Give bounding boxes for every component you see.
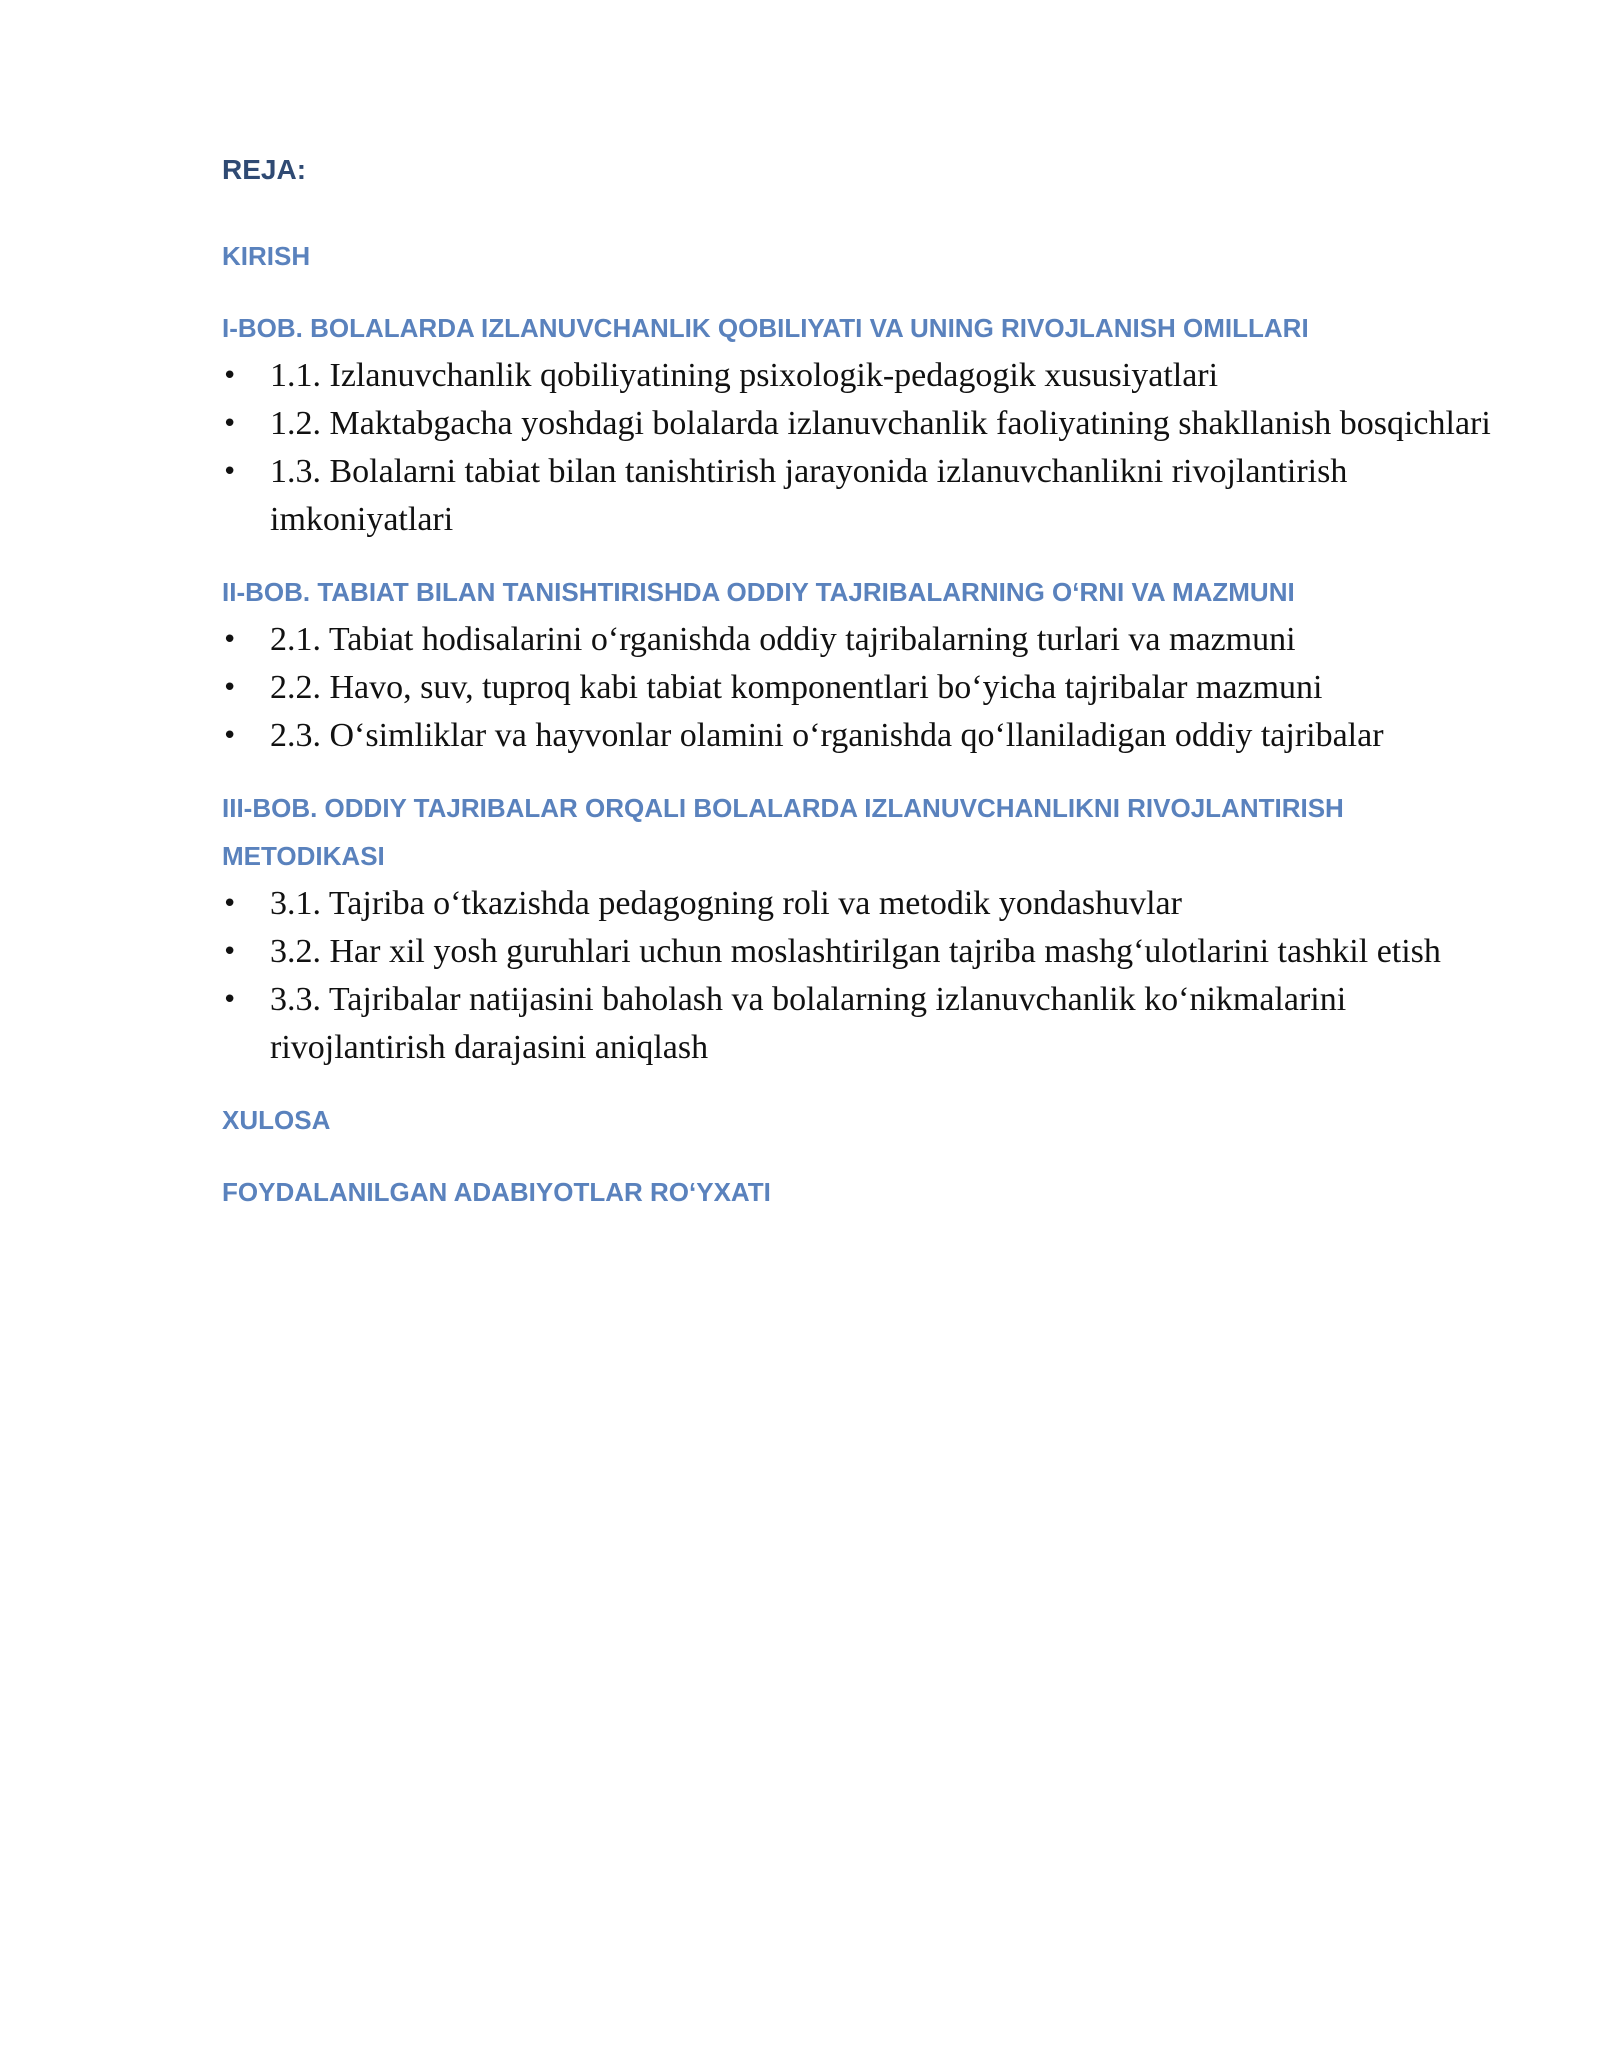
list-item <box>222 976 1492 1072</box>
bullet-icon: • <box>222 889 238 919</box>
list-item-text: 3.3. Tajribalar natijasini baholash va bolalarning izlanuvchanlik ko‘nikmalarini rivojlantirish darajasini aniqlash <box>270 981 1347 1066</box>
section-chapter-1 <box>222 304 1492 544</box>
bullet-icon: • <box>222 721 238 751</box>
chapter-3-items <box>222 880 1492 1072</box>
list-item <box>222 400 1492 448</box>
section-heading: FOYDALANILGAN ADABIYOTLAR RO‘YXATI <box>222 1177 771 1207</box>
section-heading: II-BOB. TABIAT BILAN TANISHTIRISHDA ODDIY TAJRIBALARNING O‘RNI VA MAZMUNI <box>222 577 1295 607</box>
bullet-icon: • <box>222 673 238 703</box>
section-chapter-3 <box>222 784 1492 1072</box>
document-page <box>222 148 1492 1240</box>
list-item-text: 3.2. Har xil yosh guruhlari uchun moslashtirilgan tajriba mashg‘ulotlarini tashkil etish <box>270 933 1441 970</box>
section-heading: KIRISH <box>222 241 311 271</box>
list-item <box>222 928 1492 976</box>
list-item-text: 1.3. Bolalarni tabiat bilan tanishtirish jarayonida izlanuvchanlikni rivojlantirish imkoniyatlari <box>270 453 1348 538</box>
bullet-icon: • <box>222 937 238 967</box>
list-item-text: 1.1. Izlanuvchanlik qobiliyatining psixologik-pedagogik xususiyatlari <box>270 357 1219 394</box>
section-xulosa <box>222 1096 1492 1144</box>
list-item <box>222 880 1492 928</box>
list-item-text: 2.3. O‘simliklar va hayvonlar olamini o‘rganishda qo‘llaniladigan oddiy tajribalar <box>270 717 1384 754</box>
section-references <box>222 1168 1492 1216</box>
document-title: REJA: <box>222 154 307 185</box>
chapter-2-items <box>222 616 1492 760</box>
bullet-icon: • <box>222 457 238 487</box>
list-item <box>222 352 1492 400</box>
list-item-text: 1.2. Maktabgacha yoshdagi bolalarda izlanuvchanlik faoliyatining shakllanish bosqichlari <box>270 405 1491 442</box>
bullet-icon: • <box>222 409 238 439</box>
list-item <box>222 664 1492 712</box>
chapter-1-items <box>222 352 1492 544</box>
section-kirish <box>222 232 1492 280</box>
list-item-text: 2.2. Havo, suv, tuproq kabi tabiat komponentlari bo‘yicha tajribalar mazmuni <box>270 669 1323 706</box>
section-heading: III-BOB. ODDIY TAJRIBALAR ORQALI BOLALARDA IZLANUVCHANLIKNI RIVOJLANTIRISH METODIKASI <box>222 793 1344 871</box>
list-item-text: 2.1. Tabiat hodisalarini o‘rganishda oddiy tajribalarning turlari va mazmuni <box>270 621 1296 658</box>
bullet-icon: • <box>222 625 238 655</box>
bullet-icon: • <box>222 985 238 1015</box>
list-item <box>222 448 1492 544</box>
section-heading: XULOSA <box>222 1105 331 1135</box>
section-heading: I-BOB. BOLALARDA IZLANUVCHANLIK QOBILIYATI VA UNING RIVOJLANISH OMILLARI <box>222 313 1309 343</box>
list-item-text: 3.1. Tajriba o‘tkazishda pedagogning roli va metodik yondashuvlar <box>270 885 1182 922</box>
list-item <box>222 712 1492 760</box>
bullet-icon: • <box>222 361 238 391</box>
section-chapter-2 <box>222 568 1492 760</box>
list-item <box>222 616 1492 664</box>
